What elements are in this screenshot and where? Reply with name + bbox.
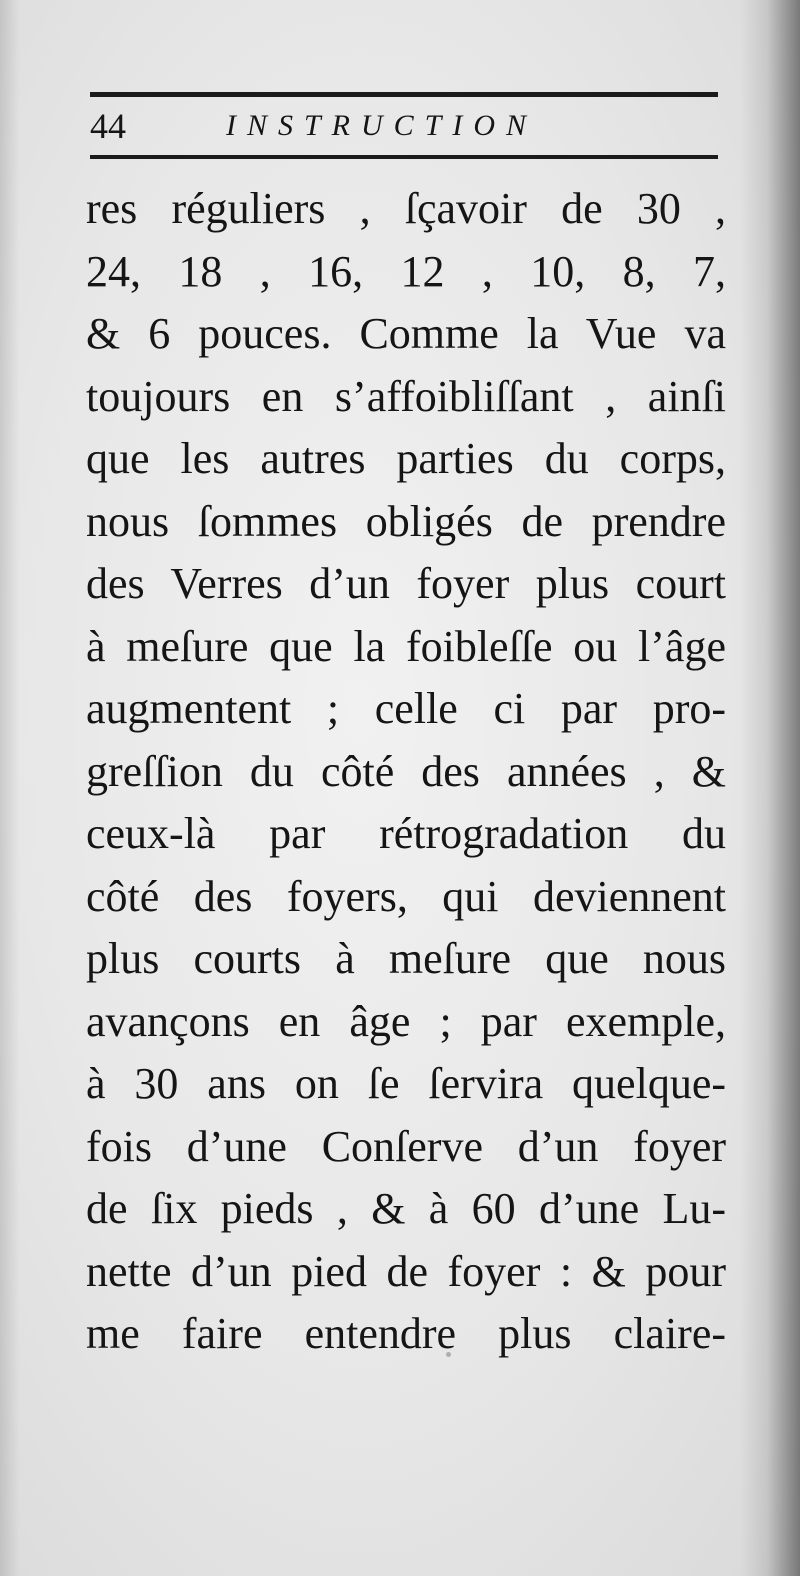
text-line: & 6 pouces. Comme la Vue va bbox=[86, 309, 726, 358]
text-line: 24, 18 , 16, 12 , 10, 8, 7, bbox=[86, 246, 726, 296]
text-line: avançons en âge ; par exemple, bbox=[86, 996, 726, 1046]
header-rule-bottom bbox=[90, 155, 718, 159]
text-line: toujours en s’affoibliſſant , ainſi bbox=[86, 371, 726, 421]
text-line: me faire entendre plus claire- bbox=[86, 1309, 726, 1358]
text-line: plus courts à meſure que nous bbox=[86, 934, 726, 983]
text-line: augmentent ; celle ci par pro- bbox=[86, 684, 726, 733]
text-line: à 30 ans on ſe ſervira quelque- bbox=[86, 1059, 726, 1108]
running-head: INSTRUCTION bbox=[226, 109, 538, 142]
page-edge-shade bbox=[0, 0, 20, 1576]
text-line: de ſix pieds , & à 60 d’une Lu- bbox=[86, 1184, 726, 1233]
text-line: côté des foyers, qui deviennent bbox=[86, 871, 726, 921]
text-line: que les autres parties du corps, bbox=[86, 434, 726, 483]
gutter-shadow bbox=[740, 0, 800, 1576]
text-line: fois d’une Conſerve d’un foyer bbox=[86, 1121, 726, 1171]
text-line: res réguliers , ſçavoir de 30 , bbox=[86, 184, 726, 233]
text-line: ceux-là par rétrogradation du bbox=[86, 809, 726, 858]
page-number: 44 bbox=[90, 106, 126, 146]
text-line: nette d’un pied de foyer : & pour bbox=[86, 1246, 726, 1296]
text-line: greſſion du côté des années , & bbox=[86, 746, 726, 796]
text-line: des Verres d’un foyer plus court bbox=[86, 559, 726, 608]
text-line: nous ſommes obligés de prendre bbox=[86, 496, 726, 546]
page-header bbox=[90, 96, 718, 156]
paper-speck bbox=[446, 1352, 451, 1357]
body-text bbox=[86, 178, 726, 1366]
text-line: à meſure que la foibleſſe ou l’âge bbox=[86, 621, 726, 671]
